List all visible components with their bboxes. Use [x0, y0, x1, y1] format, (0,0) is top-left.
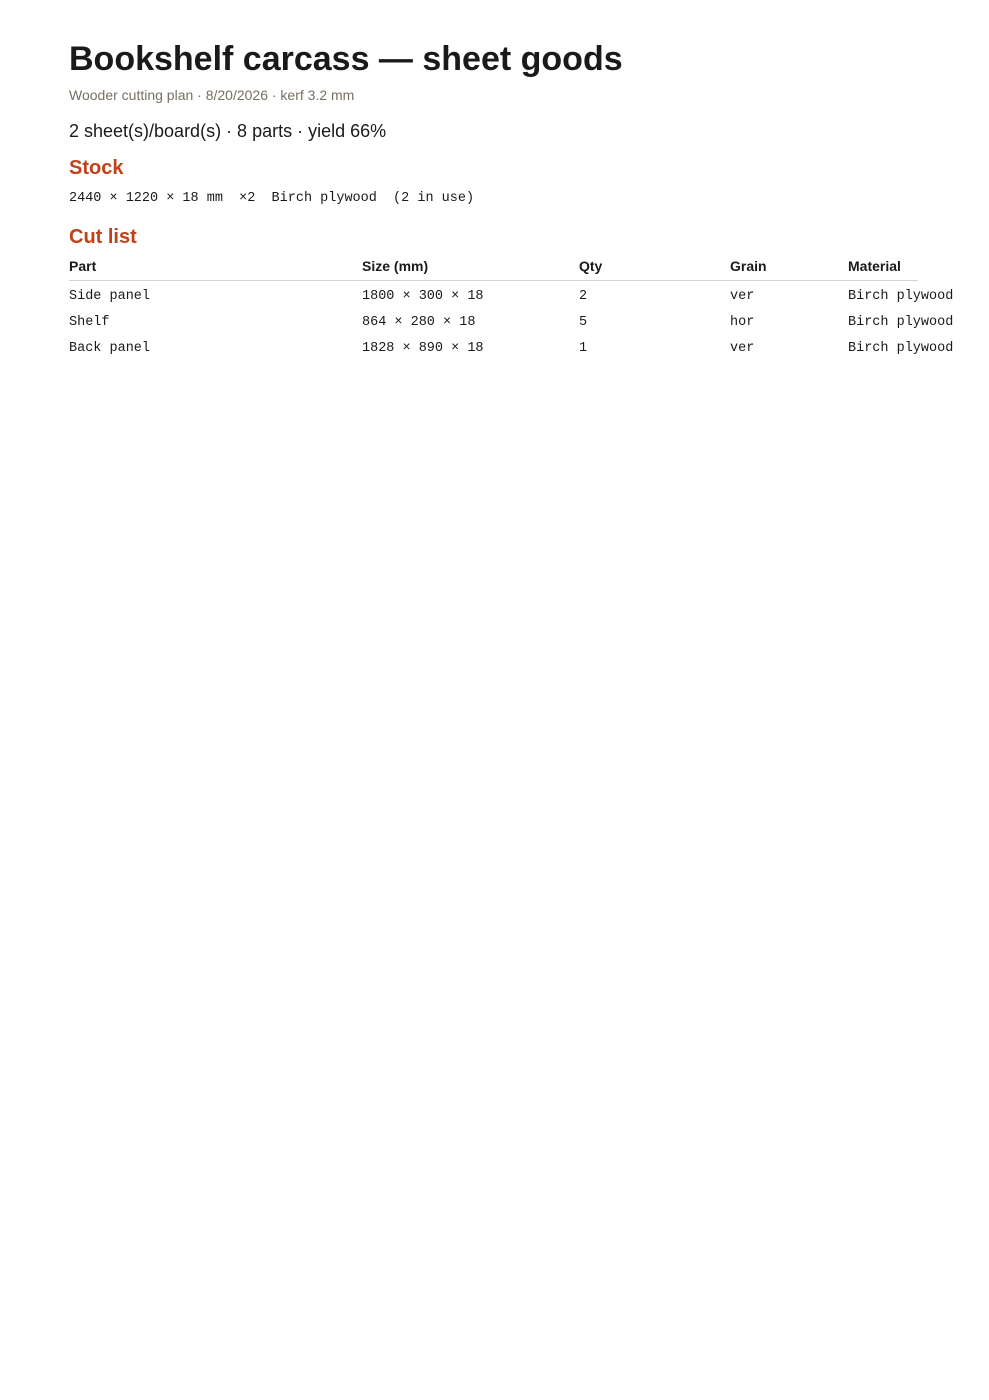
- column-header-size: Size (mm): [362, 256, 579, 281]
- cut-list-header-row: [69, 256, 918, 281]
- cell-part: Shelf: [69, 314, 110, 330]
- stock-line: 2440 × 1220 × 18 mm ×2 Birch plywood (2 in use): [69, 191, 475, 206]
- column-header-qty: Qty: [579, 256, 730, 281]
- cell-material: Birch plywood: [848, 288, 954, 304]
- cell-part: Back panel: [69, 340, 151, 356]
- cell-size: 1828 × 890 × 18: [362, 340, 484, 356]
- table-row: [69, 281, 918, 310]
- cell-grain: ver: [730, 340, 755, 356]
- cell-qty: 1: [579, 340, 588, 356]
- table-row: [69, 335, 918, 361]
- cut-list-heading: Cut list: [69, 226, 137, 248]
- page-title: Bookshelf carcass — sheet goods: [69, 40, 623, 78]
- cell-material: Birch plywood: [848, 340, 954, 356]
- cell-size: 864 × 280 × 18: [362, 314, 476, 330]
- cell-grain: ver: [730, 288, 755, 304]
- cut-list-table: [69, 256, 954, 361]
- cell-material: Birch plywood: [848, 314, 954, 330]
- cell-size: 1800 × 300 × 18: [362, 288, 484, 304]
- stock-heading: Stock: [69, 157, 124, 179]
- plan-summary: 2 sheet(s)/board(s) · 8 parts · yield 66%: [69, 121, 387, 141]
- plan-subtitle: Wooder cutting plan · 8/20/2026 · kerf 3.2 mm: [69, 87, 355, 103]
- column-header-grain: Grain: [730, 256, 848, 281]
- cell-qty: 5: [579, 314, 588, 330]
- table-row: [69, 309, 918, 335]
- column-header-material: Material: [848, 256, 918, 281]
- cell-grain: hor: [730, 314, 755, 330]
- column-header-part: Part: [69, 256, 362, 281]
- cell-part: Side panel: [69, 288, 151, 304]
- cell-qty: 2: [579, 288, 588, 304]
